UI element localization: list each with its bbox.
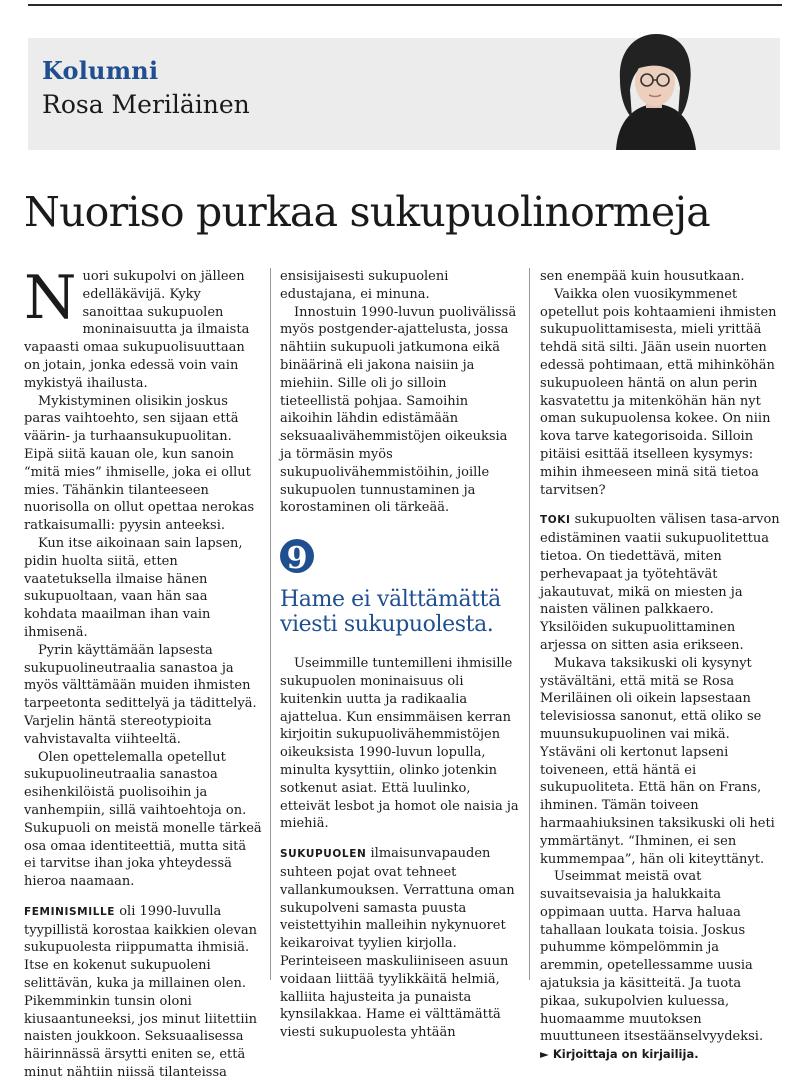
headline: Nuoriso purkaa sukupuolinormeja [24, 188, 710, 236]
section-lead: FEMINISMILLE [24, 905, 116, 918]
paragraph: Useimmat meistä ovat suvaitsevaisia ja halukkaita oppimaan uutta. Harva haluaa tahallaan loukata toisia. Joskus puhumme kömpelömmin ja aremmin, opetellessamme uusia ajatuksia ja käsitteitä. Ja tuota pikaa, sukupolvien kuluessa, huomaamme muutoksen muuttuneen itsestäänselvyydeksi. [540, 869, 764, 1045]
text-column-3 [540, 268, 780, 1064]
paragraph: Kun itse aikoinaan sain lapsen, pidin huolta siitä, etten vaatetuksella ilmaise hänen sukupuoltaan, vaan hän saa kohdata maailman ihan vain ihmisenä. [24, 535, 243, 640]
author-name: Rosa Meriläinen [42, 90, 250, 119]
paragraph: Useimmille tuntemilleni ihmisille sukupuolen moninaisuus oli kuitenkin uutta ja radikaalia ajattelua. Kun ensimmäisen kerran kirjoitin sukupuolivähemmistöjen oikeuksista 1990-luvun lopulla, minulta kysyttiin, olinko jotenkin sotkenut asiat. Että luulinko, etteivät lesbot ja homot ole naisia ja miehiä. [280, 656, 519, 832]
paragraph: ensisijaisesti sukupuoleni edustajana, ei minuna. [280, 269, 449, 302]
text-column-1 [24, 263, 262, 1082]
pull-quote: Hame ei välttämättä viesti sukupuolesta. [280, 587, 501, 638]
column-kicker: Kolumni [42, 56, 159, 85]
paragraph: TOKI sukupuolten välisen tasa-arvon edistäminen vaatii sukupuolitettua tietoa. On tiedettävä, miten perhevapaat ja työtehtävät jakautuvat, mikä on miesten ja naisten välinen palkkaero. Yksilöiden sukupuolittaminen arjessa on sitten asia erikseen. [540, 512, 780, 653]
quote-mark-icon: 9 [280, 539, 314, 573]
paragraph: SUKUPUOLEN ilmaisunvapauden suhteen pojat ovat tehneet vallankumouksen. Verrattuna oman sukupolveni samasta puusta veistettyihin malleihin nykynuoret keikaroivat tyylien kirjolla. Perinteiseen maskuliiniseen asuun voidaan liittää tyylikkäitä helmiä, kalliita hajusteita ja punaista kynsilakkaa. Hame ei välttämättä viesti sukupuolesta yhtään [280, 846, 515, 1041]
paragraph: sen enempää kuin housutkaan. [540, 269, 745, 284]
text-column-2 [280, 268, 520, 1042]
paragraph: Nuori sukupolvi on jälleen edelläkävijä. Kyky sanoittaa sukupuolen moninaisuutta ja ilmaista vapaasti omaa sukupuolisuuttaan on jotain, jonka edessä voin vain mykistyä ihailusta. [24, 263, 250, 391]
pull-quote-block [280, 539, 520, 637]
paragraph: Vaikka olen vuosikymmenet opetellut pois kohtaamieni ihmisten sukupuolittamisesta, mieli yrittää tehdä sitä silti. Jään usein nuorten edessä pohtimaan, että mihinköhän sukupuoleen häntä on alun perin kasvatettu ja mitenköhän hän nyt oman sukupuolensa kokee. On niin kova tarve kategorisoida. Silloin pitäisi esittää itselleen kysymys: mihin ihmeeseen minä sitä tietoa tarvitsen? [540, 286, 777, 498]
paragraph: Mykistyminen olisikin joskus paras vaihtoehto, sen sijaan että väärin- ja turhaansukupuolitan. Eipä siitä kauan ole, kun sanoin “mitä mies” ihmiselle, joka ei ollut mies. Tähänkin tilanteeseen nuorisolla on ollut opettaa nerokas ratkaisumalli: pyysin anteeksi. [24, 393, 255, 534]
section-lead: SUKUPUOLEN [280, 848, 367, 861]
drop-cap: N [24, 263, 77, 333]
column-divider [529, 268, 530, 980]
author-note: ► Kirjoittaja on kirjailija. [540, 1047, 699, 1062]
author-portrait [598, 32, 710, 150]
paragraph: Innostuin 1990-luvun puolivälissä myös postgender-ajattelusta, jossa nähtiin sukupuoli jatkumona eikä binäärinä eli jakona naisiin ja miehiin. Sille oli jo silloin tieteellistä pohjaa. Samoihin aikoihin lähdin edistämään seksuaalivähemmistöjen oikeuksia ja törmäsin myös sukupuolivähemmistöihin, joille sukupuolen tunnustaminen ja korostaminen oli tärkeää. [280, 304, 517, 516]
column-divider [270, 268, 271, 980]
top-rule [28, 4, 782, 6]
section-lead: TOKI [540, 514, 571, 527]
paragraph: Olen opettelemalla opetellut sukupuolineutraalia sanastoa esihenkilöistä puolisoihin ja vanhempiin, sillä vaihtoehtoja on. Sukupuoli on meistä monelle tärkeä osa omaa identiteettiä, mutta sitä ei tarvitse ihan joka yhteydessä hieroa naamaan. [24, 749, 262, 890]
paragraph: Mukava taksikuski oli kysynyt ystävältäni, että mitä se Rosa Meriläinen oli oikein lapsestaan televisiossa sanonut, että oliko se muunsukupuolinen vai mikä. Ystäväni oli kertonut lapseni toiveneen, että häntä ei sukupuoliteta. Että hän on Frans, ihminen. Tämän toiveen harmaahiuksinen taksikuski oli heti ymmärtänyt. “Ihminen, ei sen kummempaa”, hän oli kiteyttänyt. [540, 655, 775, 867]
column-header [28, 38, 780, 150]
paragraph: FEMINISMILLE oli 1990-luvulla tyypillistä korostaa kaikkien olevan sukupuolesta riippumatta ihmisiä. Itse en kokenut sukupuoleni selittävän, kuka ja millainen olen. Pikemminkin tunsin oloni kiusaantuneeksi, jos minut liitettiin naisten joukkoon. Seksuaalisessa häirinnässä ärsytti eniten se, että minut nähtiin niissä tilanteissa [24, 903, 258, 1081]
paragraph: Pyrin käyttämään lapsesta sukupuolineutraalia sanastoa ja myös välttämään muiden ihmisten tarpeetonta sedittelyä ja tädittelyä. Varjelin häntä stereotypioita vahvistavalta viihteeltä. [24, 642, 257, 747]
